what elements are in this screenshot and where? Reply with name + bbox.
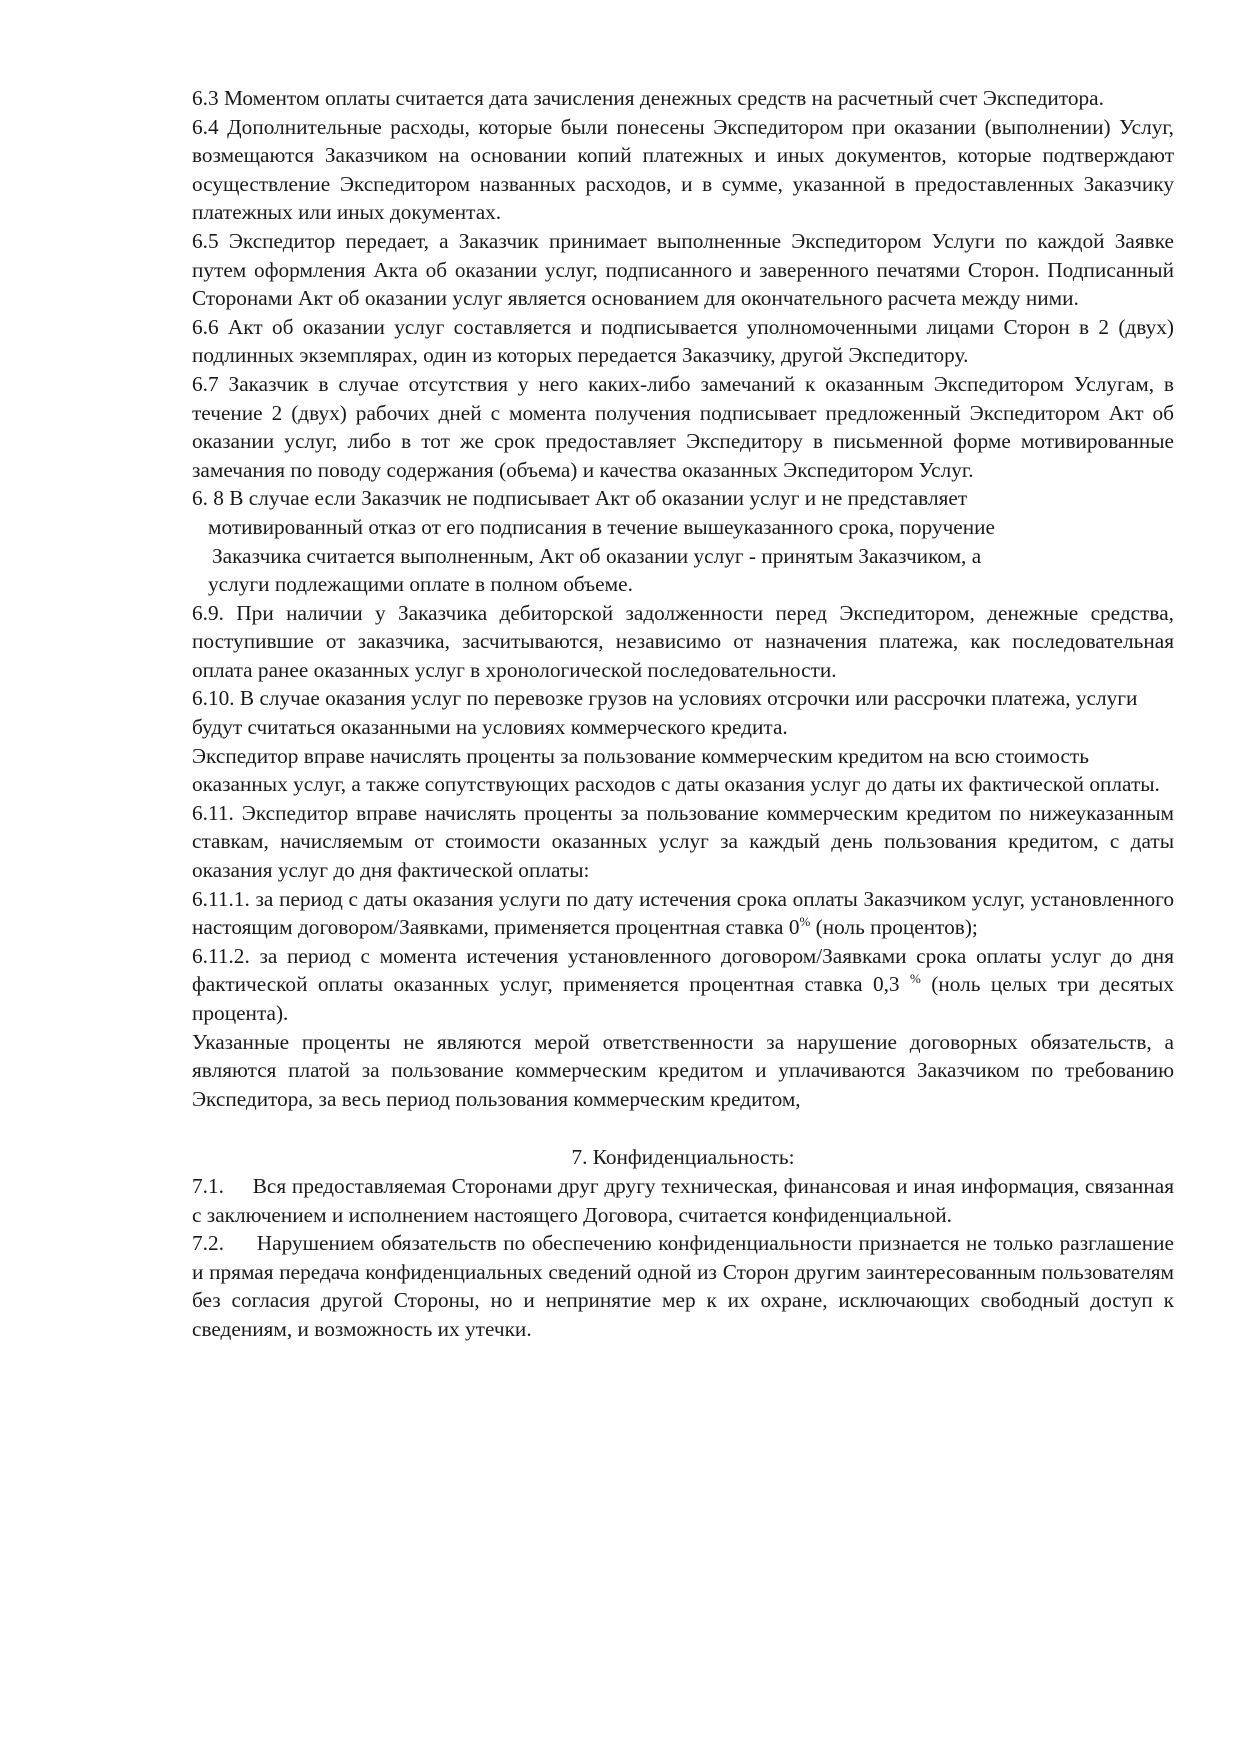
paragraph-7-1: 7.1. Вся предоставляемая Сторонами друг другу техническая, финансовая и иная информация, связанная с заключением и исполнением настоящего Договора, считается конфиденциальной. xyxy=(192,1173,1180,1227)
document-page xyxy=(192,84,1180,1344)
paragraph-6-11: 6.11. Экспедитор вправе начислять проценты за пользование коммерческим кредитом по нижеуказанным ставкам, начисляемым от стоимости оказанных услуг за каждый день пользования кредитом, с даты оказания услуг до дня фактической оплаты: xyxy=(192,800,1174,883)
paragraph-6-8-line-3: Заказчика считается выполненным, Акт об оказании услуг - принятым Заказчиком, а xyxy=(212,543,982,568)
paragraph-6-8-line-1: 6. 8 В случае если Заказчик не подписывает Акт об оказании услуг и не представляет xyxy=(192,486,968,511)
paragraph-6-4: 6.4 Дополнительные расходы, которые были понесены Экспедитором при оказании (выполнении) Услуг, возмещаются Заказчиком на основании копий платежных и иных документов, которые подтверждают осуществление Экспедитором названных расходов, и в сумме, указанной в предоставленных Заказчику платежных или иных документах. xyxy=(192,114,1174,225)
paragraph-6-9: 6.9. При наличии у Заказчика дебиторской задолженности перед Экспедитором, денежные средства, поступившие от заказчика, засчитываются, независимо от назначения платежа, как последовательная оплата ранее оказанных услуг в хронологической последовательности. xyxy=(192,600,1174,682)
percent-sign: % xyxy=(909,971,921,987)
paragraph-6-7: 6.7 Заказчик в случае отсутствия у него каких-либо замечаний к оказанным Экспедитором Услугам, в течение 2 (двух) рабочих дней с момента получения подписывает предложенный Экспедитором Акт об оказании услуг, либо в тот же срок предоставляет Экспедитору в письменной форме мотивированные замечания по поводу содержания (объема) и качества оказанных Экспедитором Услуг. xyxy=(192,371,1174,482)
paragraph-6-11-2-text: 6.11.2. за период с момента истечения установленного договором/Заявками срока оплаты услуг до дня фактической оплаты оказанных услуг, применяется процентная ставка 0,3 xyxy=(192,943,1174,997)
paragraph-6-10-b: Экспедитор вправе начислять проценты за пользование коммерческим кредитом на всю стоимость оказанных услуг, а также сопутствующих расходов с даты оказания услуг до даты их фактической оплаты. xyxy=(192,743,1160,797)
paragraph-6-8 xyxy=(192,484,1174,598)
paragraph-6-11-2 xyxy=(192,942,1174,1028)
paragraph-6-8-line-4: услуги подлежащими оплате в полном объеме. xyxy=(208,572,633,597)
paragraph-6-10-a: 6.10. В случае оказания услуг по перевозке грузов на условиях отсрочки или рассрочки платежа, услуги будут считаться оказанными на условиях коммерческого кредита. xyxy=(192,686,1138,740)
paragraph-interest-note: Указанные проценты не являются мерой ответственности за нарушение договорных обязательств, а являются платой за пользование коммерческим кредитом и уплачиваются Заказчиком по требованию Экспедитора, за весь период пользования коммерческим кредитом, xyxy=(192,1029,1174,1111)
paragraph-6-11-1-text: 6.11.1. за период с даты оказания услуги по дату истечения срока оплаты Заказчиком услуг, установленного настоящим договором/Заявками, применяется процентная ставка 0 xyxy=(192,886,1174,940)
paragraph-6-11-1 xyxy=(192,885,1174,942)
paragraph-6-6: 6.6 Акт об оказании услуг составляется и подписывается уполномоченными лицами Сторон в 2 (двух) подлинных экземплярах, один из которых передается Заказчику, другой Экспедитору. xyxy=(192,314,1174,368)
percent-sign: % xyxy=(799,914,811,930)
section-7-title: 7. Конфиденциальность: xyxy=(571,1145,795,1170)
paragraph-6-3: 6.3 Моментом оплаты считается дата зачисления денежных средств на расчетный счет Экспедитора. xyxy=(192,86,1104,110)
paragraph-7-2: 7.2. Нарушением обязательств по обеспечению конфиденциальности признается не только разглашение и прямая передача конфиденциальных сведений одной из Сторон другим заинтересованным пользователям без согласия другой Стороны, но и непринятие мер к их охране, исключающих свободный доступ к сведениям, и возможность их утечки. xyxy=(192,1231,1180,1341)
paragraph-6-11-2-tail: (ноль целых три десятых процента). xyxy=(192,972,1174,1025)
paragraph-6-11-1-tail: (ноль процентов); xyxy=(810,915,978,940)
paragraph-6-5: 6.5 Экспедитор передает, а Заказчик принимает выполненные Экспедитором Услуги по каждой Заявке путем оформления Акта об оказании услуг, подписанного и заверенного печатями Сторон. Подписанный Сторонами Акт об оказании услуг является основанием для окончательного расчета между ними. xyxy=(192,228,1174,311)
paragraph-6-8-line-2: мотивированный отказ от его подписания в течение вышеуказанного срока, поручение xyxy=(208,514,995,539)
